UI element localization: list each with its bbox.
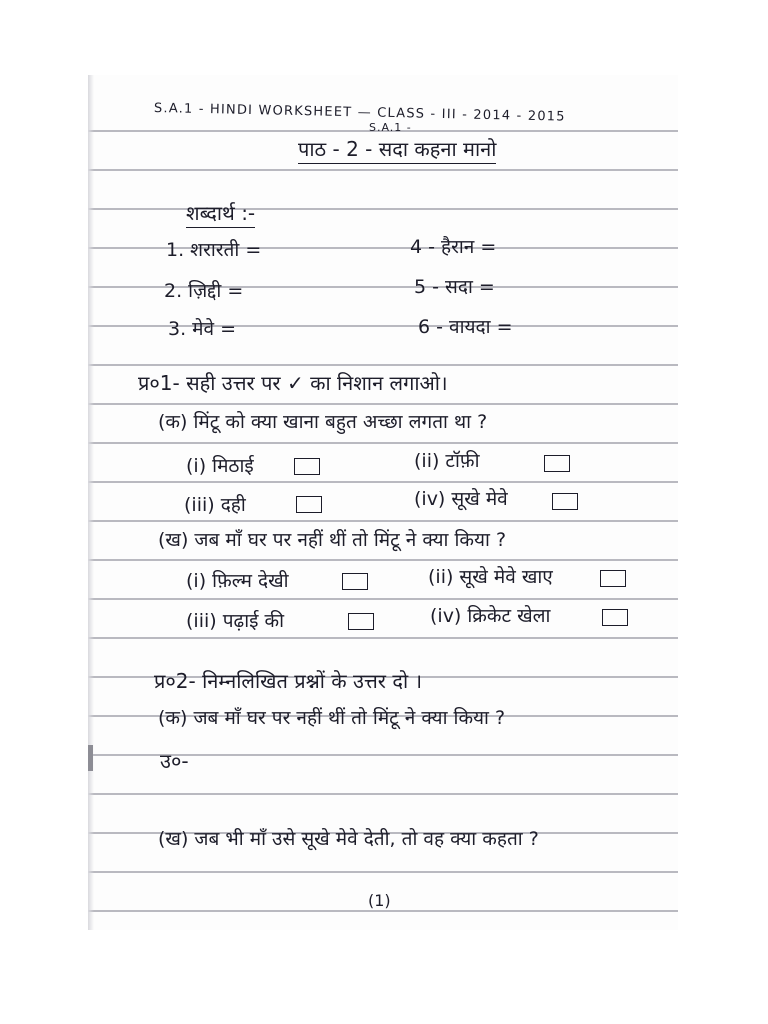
worksheet-subheader: S.A.1 - [369, 121, 412, 134]
q1-b-question: (ख) जब माँ घर पर नहीं थीं तो मिंटू ने क्या किया ? [158, 529, 507, 551]
worksheet-header: S.A.1 - HINDI WORKSHEET — CLASS - III - 2014 - 2015 [153, 101, 566, 125]
answer-checkbox[interactable] [600, 570, 626, 587]
lesson-title-text: पाठ - 2 - सदा कहना मानो [298, 137, 496, 164]
q1-b-option-2: (ii) सूखे मेवे खाए [428, 566, 553, 588]
q1-prompt [138, 373, 448, 393]
answer-checkbox[interactable] [294, 458, 320, 475]
q1-prompt-start: प्र०1- सही उत्तर पर [138, 371, 281, 395]
vocab-item: 6 - वायदा = [418, 316, 513, 338]
scan-edge-mark [88, 745, 93, 771]
answer-checkbox[interactable] [602, 609, 628, 626]
worksheet-page [88, 75, 678, 930]
answer-checkbox[interactable] [552, 493, 578, 510]
vocab-item: 1. शरारती = [166, 239, 262, 261]
answer-checkbox[interactable] [342, 573, 368, 590]
q1-a-option-4: (iv) सूखे मेवे [414, 488, 508, 510]
q1-b-option-1: (i) फ़िल्म देखी [186, 570, 289, 592]
q1-a-question: (क) मिंटू को क्या खाना बहुत अच्छा लगता था ? [158, 411, 488, 433]
page-number: (1) [368, 891, 391, 910]
vocab-item: 2. ज़िद्दी = [164, 280, 244, 302]
page-edge-shadow [88, 75, 94, 930]
q1-b-option-4: (iv) क्रिकेट खेला [430, 605, 551, 627]
q2-prompt: प्र०2- निम्नलिखित प्रश्नों के उत्तर दो । [154, 669, 423, 693]
vocab-heading [186, 203, 255, 223]
q2-a-answer-label: उ०- [160, 749, 189, 773]
q1-a-option-1: (i) मिठाई [186, 455, 254, 477]
q2-a-question: (क) जब माँ घर पर नहीं थीं तो मिंटू ने क्या किया ? [158, 707, 506, 729]
tick-mark-icon: ✓ [286, 371, 304, 395]
lesson-title [298, 139, 496, 159]
vocab-item: 5 - सदा = [414, 276, 495, 298]
vocab-item: 4 - हैरान = [410, 236, 497, 258]
q1-a-option-3: (iii) दही [184, 494, 246, 516]
vocab-heading-text: शब्दार्थ :- [186, 201, 255, 228]
vocab-item: 3. मेवे = [168, 318, 237, 340]
answer-checkbox[interactable] [544, 455, 570, 472]
q2-b-question: (ख) जब भी माँ उसे सूखे मेवे देती, तो वह क्या कहता ? [158, 828, 539, 850]
answer-checkbox[interactable] [296, 496, 322, 513]
q1-b-option-3: (iii) पढ़ाई की [186, 610, 284, 632]
answer-checkbox[interactable] [348, 613, 374, 630]
q1-prompt-end: का निशान लगाओ। [310, 371, 448, 395]
q1-a-option-2: (ii) टॉफ़ी [414, 450, 480, 472]
